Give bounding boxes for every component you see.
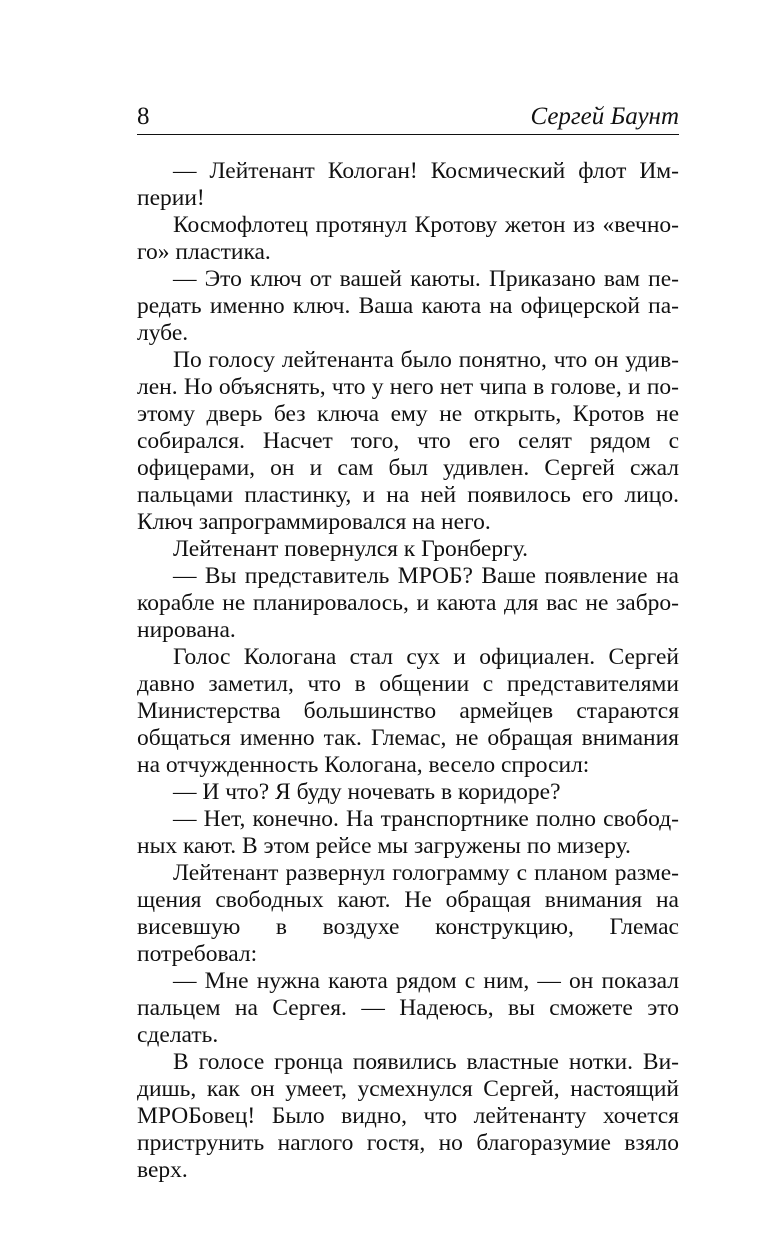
paragraph: — Это ключ от вашей каюты. Приказано вам передать именно ключ. Ваша каюта на офицерской палубе. (137, 266, 679, 346)
page-header (137, 100, 679, 135)
page-number: 8 (137, 103, 150, 130)
body-text (137, 158, 679, 1184)
paragraph: — Мне нужна каюта рядом с ним, — он показал пальцем на Сергея. — Надеюсь, вы сможете это сделать. (137, 968, 679, 1048)
paragraph: Космофлотец протянул Кротову жетон из «вечного» пластика. (137, 212, 679, 265)
paragraph: — Лейтенант Кологан! Космический флот Империи! (137, 158, 679, 211)
paragraph: По голосу лейтенанта было понятно, что он удивлен. Но объяснять, что у него нет чипа в голове, и поэтому дверь без ключа ему не открыть, Кротов не собирался. Насчет того, что его селят рядом с офицерами, он и сам был удивлен. Сергей сжал пальцами пластинку, и на ней появилось его лицо. Ключ запрограммировался на него. (137, 347, 679, 535)
paragraph: Лейтенант повернулся к Гронбергу. (173, 536, 529, 562)
paragraph: Голос Кологана стал сух и официален. Сергей давно заметил, что в общении с представителями Министерства большинство армейцев стараются общаться именно так. Глемас, не обращая внимания на отчужденность Кологана, весело спросил: (137, 644, 679, 778)
paragraph: Лейтенант развернул голограмму с планом размещения свободных кают. Не обращая внимания на висевшую в воздухе конструкцию, Глемас потребовал: (137, 860, 679, 967)
running-title: Сергей Баунт (530, 103, 679, 130)
paragraph: — Нет, конечно. На транспортнике полно свободных кают. В этом рейсе мы загружены по мизеру. (137, 806, 679, 859)
paragraph: В голосе гронца появились властные нотки. Видишь, как он умеет, усмехнулся Сергей, настоящий МРОБовец! Было видно, что лейтенанту хочется приструнить наглого гостя, но благоразумие взяло верх. (137, 1049, 679, 1183)
paragraph: — Вы представитель МРОБ? Ваше появление на корабле не планировалось, и каюта для вас не забронирована. (137, 563, 679, 643)
paragraph: — И что? Я буду ночевать в коридоре? (173, 779, 561, 805)
